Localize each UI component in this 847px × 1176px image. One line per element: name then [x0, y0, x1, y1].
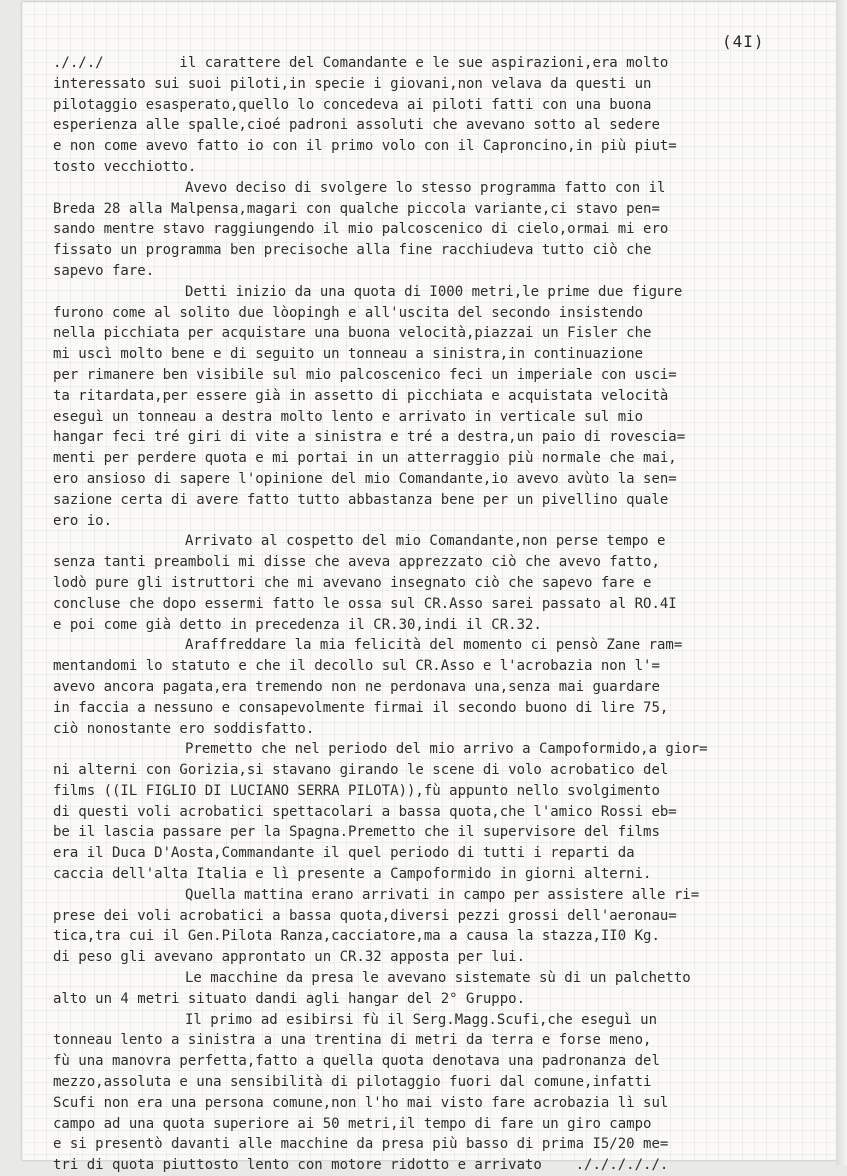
text-line: eseguì un tonneau a destra molto lento e arrivato in verticale sul mio — [53, 408, 644, 425]
text-line: ciò nonostante ero soddisfatto. — [53, 720, 315, 737]
text-line: fù una manovra perfetta,fatto a quella quota denotava una padronanza del — [53, 1053, 660, 1070]
text-line: Premetto che nel periodo del mio arrivo a Campoformido,a gior= — [185, 741, 708, 758]
text-line: nella picchiata per acquistare una buona velocità,piazzai un Fisler che — [53, 325, 652, 342]
text-line: sando mentre stavo raggiungendo il mio palcoscenico di cielo,ormai mi ero — [53, 221, 669, 238]
text-line: tri di quota piuttosto lento con motore ridotto e arrivato ./././././. — [53, 1157, 669, 1174]
text-line: era il Duca D'Aosta,Commandante il quel periodo di tutti i reparti da — [53, 845, 635, 862]
text-line: ero ansioso di sapere l'opinione del mio Comandante,io avevo avùto la sen= — [53, 470, 677, 487]
text-line: lodò pure gli istruttori che mi avevano insegnato ciò che sapevo fare e — [53, 574, 652, 591]
text-line: prese dei voli acrobatici a bassa quota,diversi pezzi grossi dell'aeronau= — [53, 907, 677, 924]
text-line: e si presentò davanti alle macchine da presa più basso di prima I5/20 me= — [53, 1136, 669, 1153]
text-line: ero io. — [53, 512, 113, 529]
text-line: Le macchine da presa le avevano sistemate sù di un palchetto — [185, 970, 691, 987]
text-line: ta ritardata,per essere già in assetto di picchiata e acquistata velocità — [53, 387, 669, 404]
text-line: e poi come già detto in precedenza il CR.30,indi il CR.32. — [53, 616, 542, 633]
text-line: per rimanere ben visibile sul mio palcoscenico feci un imperiale con usci= — [53, 366, 677, 383]
text-line: Quella mattina erano arrivati in campo per assistere alle ri= — [185, 886, 700, 903]
text-line: mentandomi lo statuto e che il decollo sul CR.Asso e l'acrobazia non l'= — [53, 658, 660, 675]
text-line: mi uscì molto bene e di seguito un tonneau a sinistra,in continuazione — [53, 346, 644, 363]
page-edge — [836, 0, 847, 1165]
text-line: mezzo,assoluta e una sensibilità di pilotaggio fuori dal comune,infatti — [53, 1074, 652, 1091]
text-line: Breda 28 alla Malpensa,magari con qualche piccola variante,ci stavo pen= — [53, 200, 660, 217]
text-line: sapevo fare. — [53, 262, 155, 279]
text-line: films ((IL FIGLIO DI LUCIANO SERRA PILOTA)),fù appunto nello svolgimento — [53, 782, 660, 799]
text-line: in faccia a nessuno e consapevolmente firmai il secondo buono di lire 75, — [53, 699, 669, 716]
text-line: Avevo deciso di svolgere lo stesso programma fatto con il — [185, 179, 666, 196]
text-line: fissato un programma ben precisoche alla fine racchiudeva tutto ciò che — [53, 242, 652, 259]
text-line: senza tanti preamboli mi disse che aveva apprezzato ciò che avevo fatto, — [53, 554, 660, 571]
text-line: esperienza alle spalle,cioé padroni assoluti che avevano sotto al sedere — [53, 117, 660, 134]
text-line: Araffreddare la mia felicità del momento ci pensò Zane ram= — [185, 637, 683, 654]
text-line: tica,tra cui il Gen.Pilota Ranza,cacciatore,ma a causa la stazza,II0 Kg. — [53, 928, 660, 945]
text-line: di peso gli avevano approntato un CR.32 apposta per lui. — [53, 949, 526, 966]
text-line: interessato sui suoi piloti,in specie i giovani,non velava da questi un — [53, 75, 652, 92]
text-line: alto un 4 metri situato dandi agli hangar del 2° Gruppo. — [53, 990, 526, 1007]
text-line: di questi voli acrobatici spettacolari a bassa quota,che l'amico Rossi eb= — [53, 803, 677, 820]
text-line: be il lascia passare per la Spagna.Premetto che il supervisore del films — [53, 824, 660, 841]
text-line: menti per perdere quota e mi portai in un atterraggio più normale che mai, — [53, 450, 677, 467]
page-number: (4I) — [722, 32, 765, 51]
text-line: Arrivato al cospetto del mio Comandante,non perse tempo e — [185, 533, 666, 550]
text-line: sazione certa di avere fatto tutto abbastanza bene per un pivellino quale — [53, 491, 669, 508]
text-line: hangar feci tré giri di vite a sinistra e tré a destra,un paio di rovescia= — [53, 429, 686, 446]
text-line: caccia dell'alta Italia e lì presente a Campoformido in giorni alterni. — [53, 866, 652, 883]
text-line: e non come avevo fatto io con il primo volo con il Caproncino,in più piut= — [53, 138, 677, 155]
text-line: avevo ancora pagata,era tremendo non ne perdonava una,senza mai guardare — [53, 678, 660, 695]
text-line: furono come al solito due lòopingh e all'uscita del secondo insistendo — [53, 304, 644, 321]
text-line: Detti inizio da una quota di I000 metri,le prime due figure — [185, 283, 683, 300]
text-line: tonneau lento a sinistra a una trentina di metri da terra e forse meno, — [53, 1032, 652, 1049]
text-line: Scufi non era una persona comune,non l'ho mai visto fare acrobazia lì sul — [53, 1094, 669, 1111]
text-line: tosto vecchiotto. — [53, 158, 197, 175]
text-line: ni alterni con Gorizia,si stavano girando le scene di volo acrobatico del — [53, 762, 669, 779]
text-line: concluse che dopo essermi fatto le ossa sul CR.Asso sarei passato al RO.4I — [53, 595, 677, 612]
text-line: ./././ il carattere del Comandante e le sue aspirazioni,era molto — [53, 55, 669, 71]
text-line: Il primo ad esibirsi fù il Serg.Magg.Scufi,che eseguì un — [185, 1011, 658, 1028]
typewritten-body — [53, 53, 813, 1176]
text-line: pilotaggio esasperato,quello lo concedeva ai piloti fatti con una buona — [53, 96, 652, 113]
text-line: campo ad una quota superiore ai 50 metri,il tempo di fare un giro campo — [53, 1115, 652, 1132]
